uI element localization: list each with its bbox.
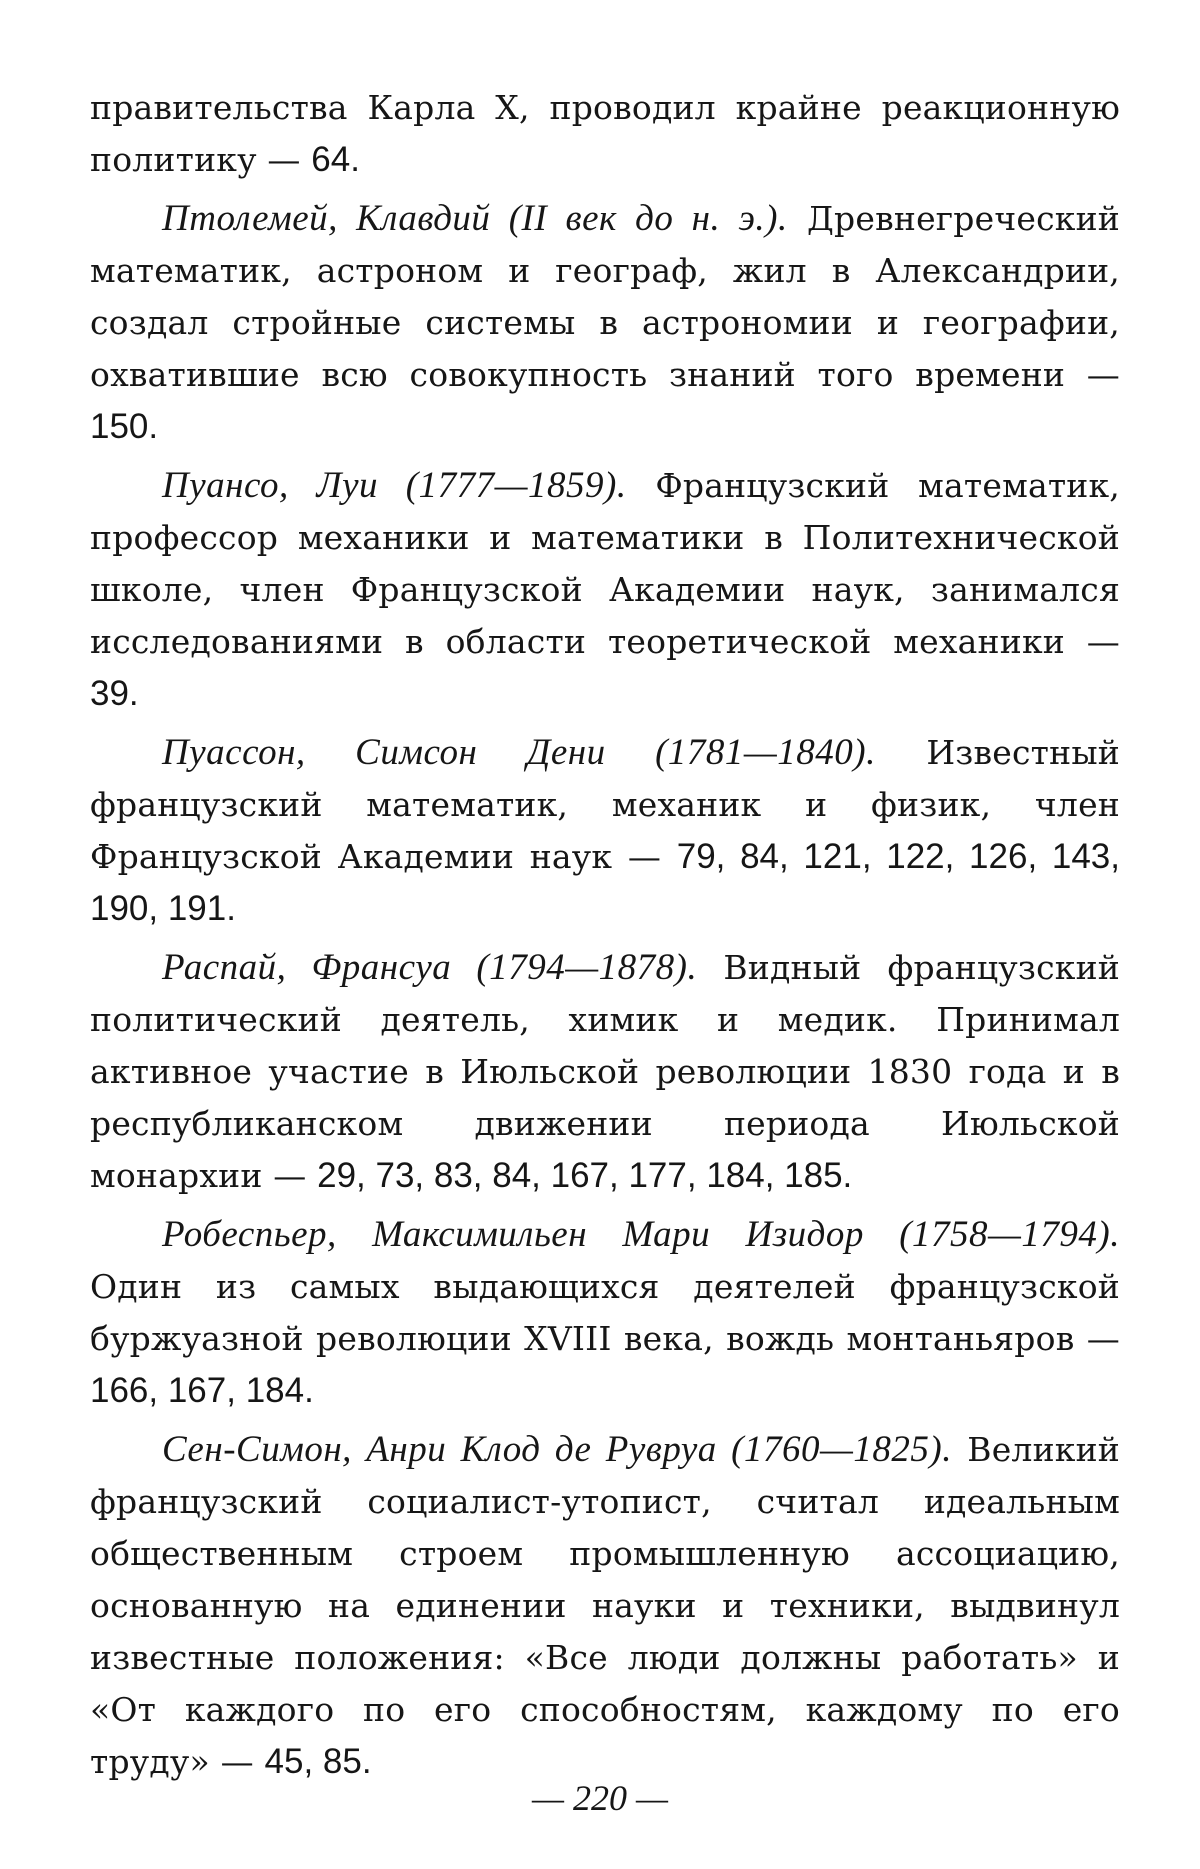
entry-description: Древнегреческий математик, астроном и географ, жил в Александрии, создал стройные системы в астрономии и географии, охватившие всю совокупность знаний того времени — bbox=[90, 199, 1120, 394]
entry-name: Пуансо, Луи (1777—1859). bbox=[162, 465, 627, 506]
entry-description: правительства Карла X, проводил крайне реакционную политику — bbox=[90, 88, 1120, 179]
entry-page-refs: 64. bbox=[311, 140, 360, 179]
entry-description: Один из самых выдающихся деятелей французской буржуазной революции XVIII века, вождь монтаньяров — bbox=[90, 1267, 1120, 1358]
entry-name: Птолемей, Клавдий (II век до н. э.). bbox=[162, 198, 788, 239]
page-number: — 220 — bbox=[531, 1778, 669, 1818]
entry-page-refs: 29, 73, 83, 84, 167, 177, 184, 185. bbox=[317, 1156, 853, 1195]
index-entry-saint-simon bbox=[90, 1424, 1120, 1788]
index-entry-robespierre bbox=[90, 1209, 1120, 1417]
index-page-body bbox=[90, 82, 1120, 1795]
entry-name: Сен-Симон, Анри Клод де Рувруа (1760—1825). bbox=[162, 1429, 952, 1470]
entry-page-refs: 150. bbox=[90, 407, 159, 446]
entry-page-refs: 39. bbox=[90, 674, 139, 713]
entry-name: Пуассон, Симсон Дени (1781—1840). bbox=[162, 732, 876, 773]
entry-description: Видный французский политический деятель, химик и медик. Принимал активное участие в Июльской революции 1830 года и в республиканском движении периода Июльской монархии — bbox=[90, 948, 1120, 1195]
entry-page-refs: 45, 85. bbox=[264, 1742, 372, 1781]
index-entry-poinsot bbox=[90, 460, 1120, 720]
entry-name: Робеспьер, Максимильен Мари Изидор (1758—1794). bbox=[162, 1214, 1120, 1255]
entry-description: Великий французский социалист-утопист, считал идеальным общественным строем промышленную ассоциацию, основанную на единении науки и техники, выдвинул известные положения: «Все люди должны работать» и «От каждого по его способностям, каждому по его труду» — bbox=[90, 1430, 1120, 1781]
index-entry-poisson bbox=[90, 727, 1120, 935]
entry-description: Известный французский математик, механик и физик, член Французской Академии наук — bbox=[90, 733, 1120, 876]
index-entry-ptolemy bbox=[90, 193, 1120, 453]
index-entry-raspail bbox=[90, 942, 1120, 1202]
entry-description: Французский математик, профессор механики и математики в Политехнической школе, член Французской Академии наук, занимался исследованиями в области теоретической механики — bbox=[90, 466, 1120, 661]
entry-page-refs: 166, 167, 184. bbox=[90, 1371, 314, 1410]
entry-page-refs: 79, 84, 121, 122, 126, 143, 190, 191. bbox=[90, 837, 1120, 928]
index-entry-continuation bbox=[90, 82, 1120, 186]
entry-name: Распай, Франсуа (1794—1878). bbox=[162, 947, 698, 988]
